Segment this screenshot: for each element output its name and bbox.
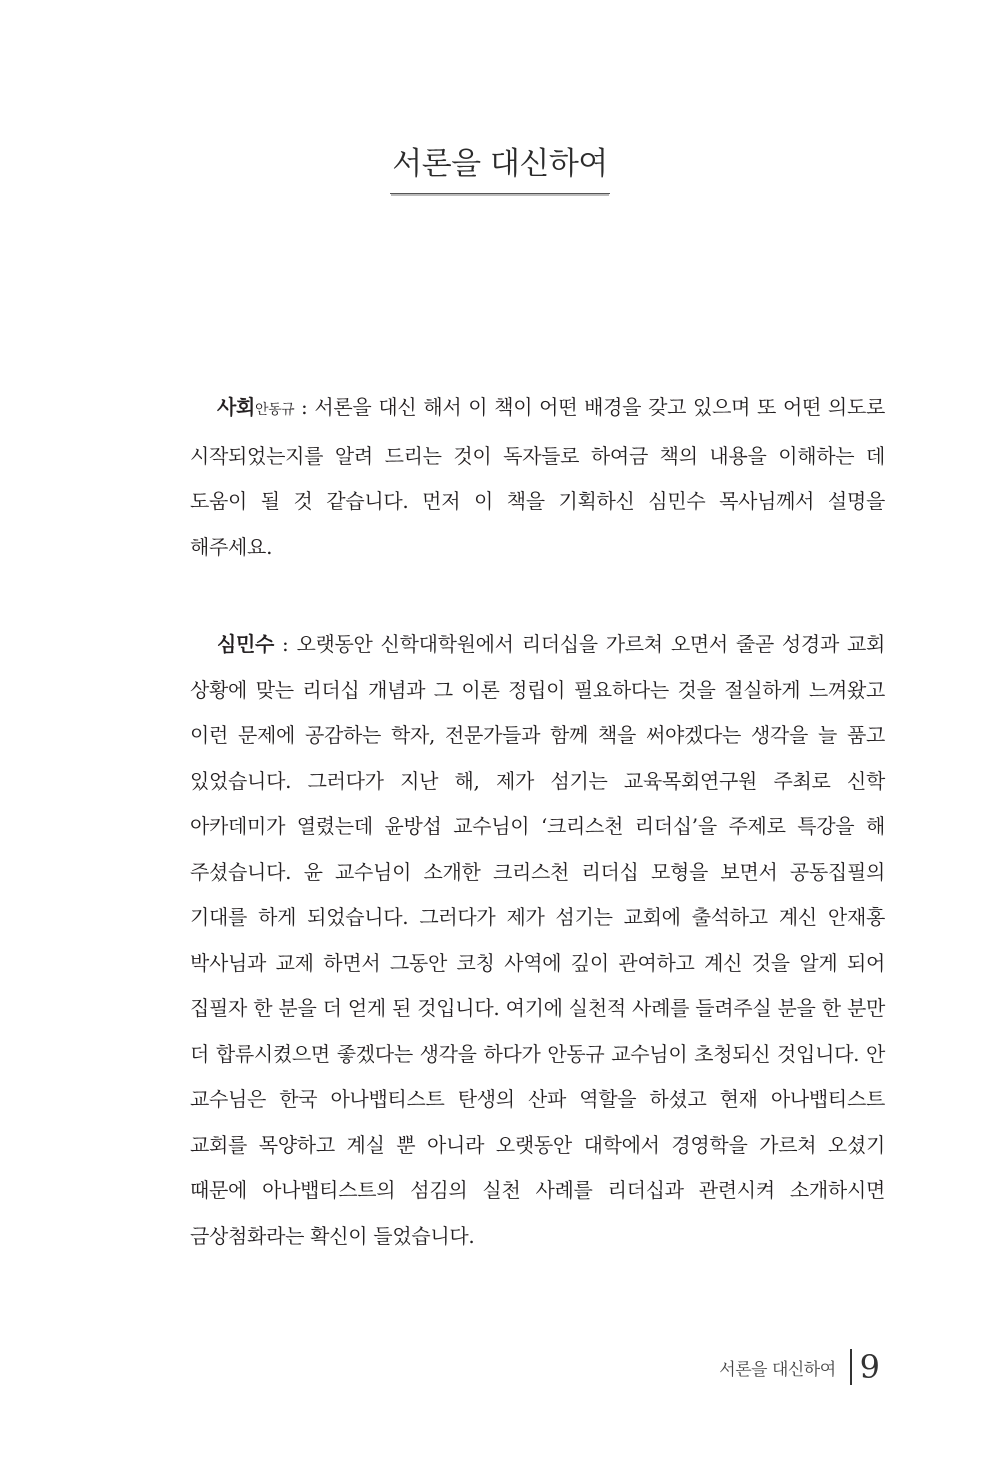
speaker-label: 심민수 xyxy=(217,632,275,656)
title-container xyxy=(0,138,1000,194)
speaker-name: 안동규 xyxy=(255,402,295,418)
running-title: 서론을 대신하여 xyxy=(719,1359,836,1380)
speaker-label: 사회 xyxy=(217,395,256,419)
page-number: 9 xyxy=(859,1348,880,1386)
page-footer xyxy=(719,1348,880,1386)
footer-divider xyxy=(850,1349,852,1385)
paragraph-text: : 오랫동안 신학대학원에서 리더십을 가르쳐 오면서 줄곧 성경과 교회 상황에 맞는 리더십 개념과 그 이론 정립이 필요하다는 것을 절실하게 느껴왔고 이런 문제에 공감하는 학자, 전문가들과 함께 책을 써야겠다는 생각을 늘 품고 있었습니다. 그러다가 지난 해, 제가 섬기는 교육목회연구원 주최로 신학 아카데미가 열렸는데 윤방섭 교수님이 ‘크리스천 리더십’을 주제로 특강을 해 주셨습니다. 윤 교수님이 소개한 크리스천 리더십 모형을 보면서 공동집필의 기대를 하게 되었습니다. 그러다가 제가 섬기는 교회에 출석하고 계신 안재홍 박사님과 교제 하면서 그동안 코칭 사역에 깊이 관여하고 계신 것을 알게 되어 집필자 한 분을 더 얻게 된 것입니다. 여기에 실천적 사례를 들려주실 분을 한 분만 더 합류시켰으면 좋겠다는 생각을 하다가 안동규 교수님이 초청되신 것입니다. 안 교수님은 한국 아나뱁티스트 탄생의 산파 역할을 하셨고 현재 아나뱁티스트 교회를 목양하고 계실 뿐 아니라 오랫동안 대학에서 경영학을 가르쳐 오셨기 때문에 아나뱁티스트의 섬김의 실천 사례를 리더십과 관련시켜 소개하시면 금상첨화라는 확신이 들었습니다. xyxy=(190,632,885,1248)
page-title: 서론을 대신하여 xyxy=(390,138,609,194)
paragraph-moderator xyxy=(190,385,885,570)
paragraph-text: : 서론을 대신 해서 이 책이 어떤 배경을 갖고 있으며 또 어떤 의도로 시작되었는지를 알려 드리는 것이 독자들로 하여금 책의 내용을 이해하는 데 도움이 될 것 같습니다. 먼저 이 책을 기획하신 심민수 목사님께서 설명을 해주세요. xyxy=(190,395,885,559)
paragraph-sim-minsu xyxy=(190,622,885,1259)
